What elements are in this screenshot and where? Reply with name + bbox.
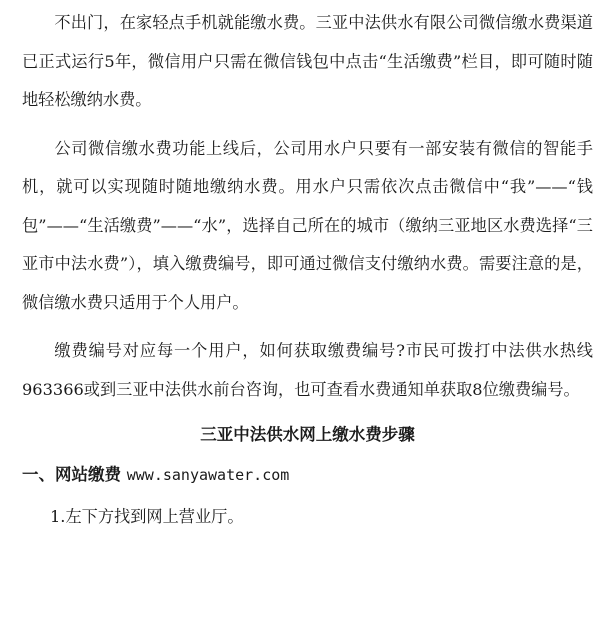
section-website-payment xyxy=(22,459,593,491)
paragraph-wechat-steps: 公司微信缴水费功能上线后，公司用水户只要有一部安装有微信的智能手机，就可以实现随时随地缴纳水费。用水户只需依次点击微信中“我”——“钱包”——“生活缴费”——“水”，选择自己所在的城市（缴纳三亚地区水费选择“三亚市中法水费”），填入缴费编号，即可通过微信支付缴纳水费。需要注意的是，微信缴水费只适用于个人用户。 xyxy=(22,138,593,312)
steps-title: 三亚中法供水网上缴水费步骤 xyxy=(200,425,415,444)
paragraph-payment-number: 缴费编号对应每一个用户，如何获取缴费编号?市民可拨打中法供水热线963366或到三亚中法供水前台咨询，也可查看水费通知单获取8位缴费编号。 xyxy=(22,341,593,399)
website-url[interactable]: www.sanyawater.com xyxy=(126,466,290,484)
paragraph-intro: 不出门，在家轻点手机就能缴水费。三亚中法供水有限公司微信缴水费渠道已正式运行5年，微信用户只需在微信钱包中点击“生活缴费”栏目，即可随时随地轻松缴纳水费。 xyxy=(22,13,593,109)
list-item: 1.左下方找到网上营业厅。 xyxy=(50,507,244,526)
section-label: 一、网站缴费 xyxy=(22,465,121,484)
